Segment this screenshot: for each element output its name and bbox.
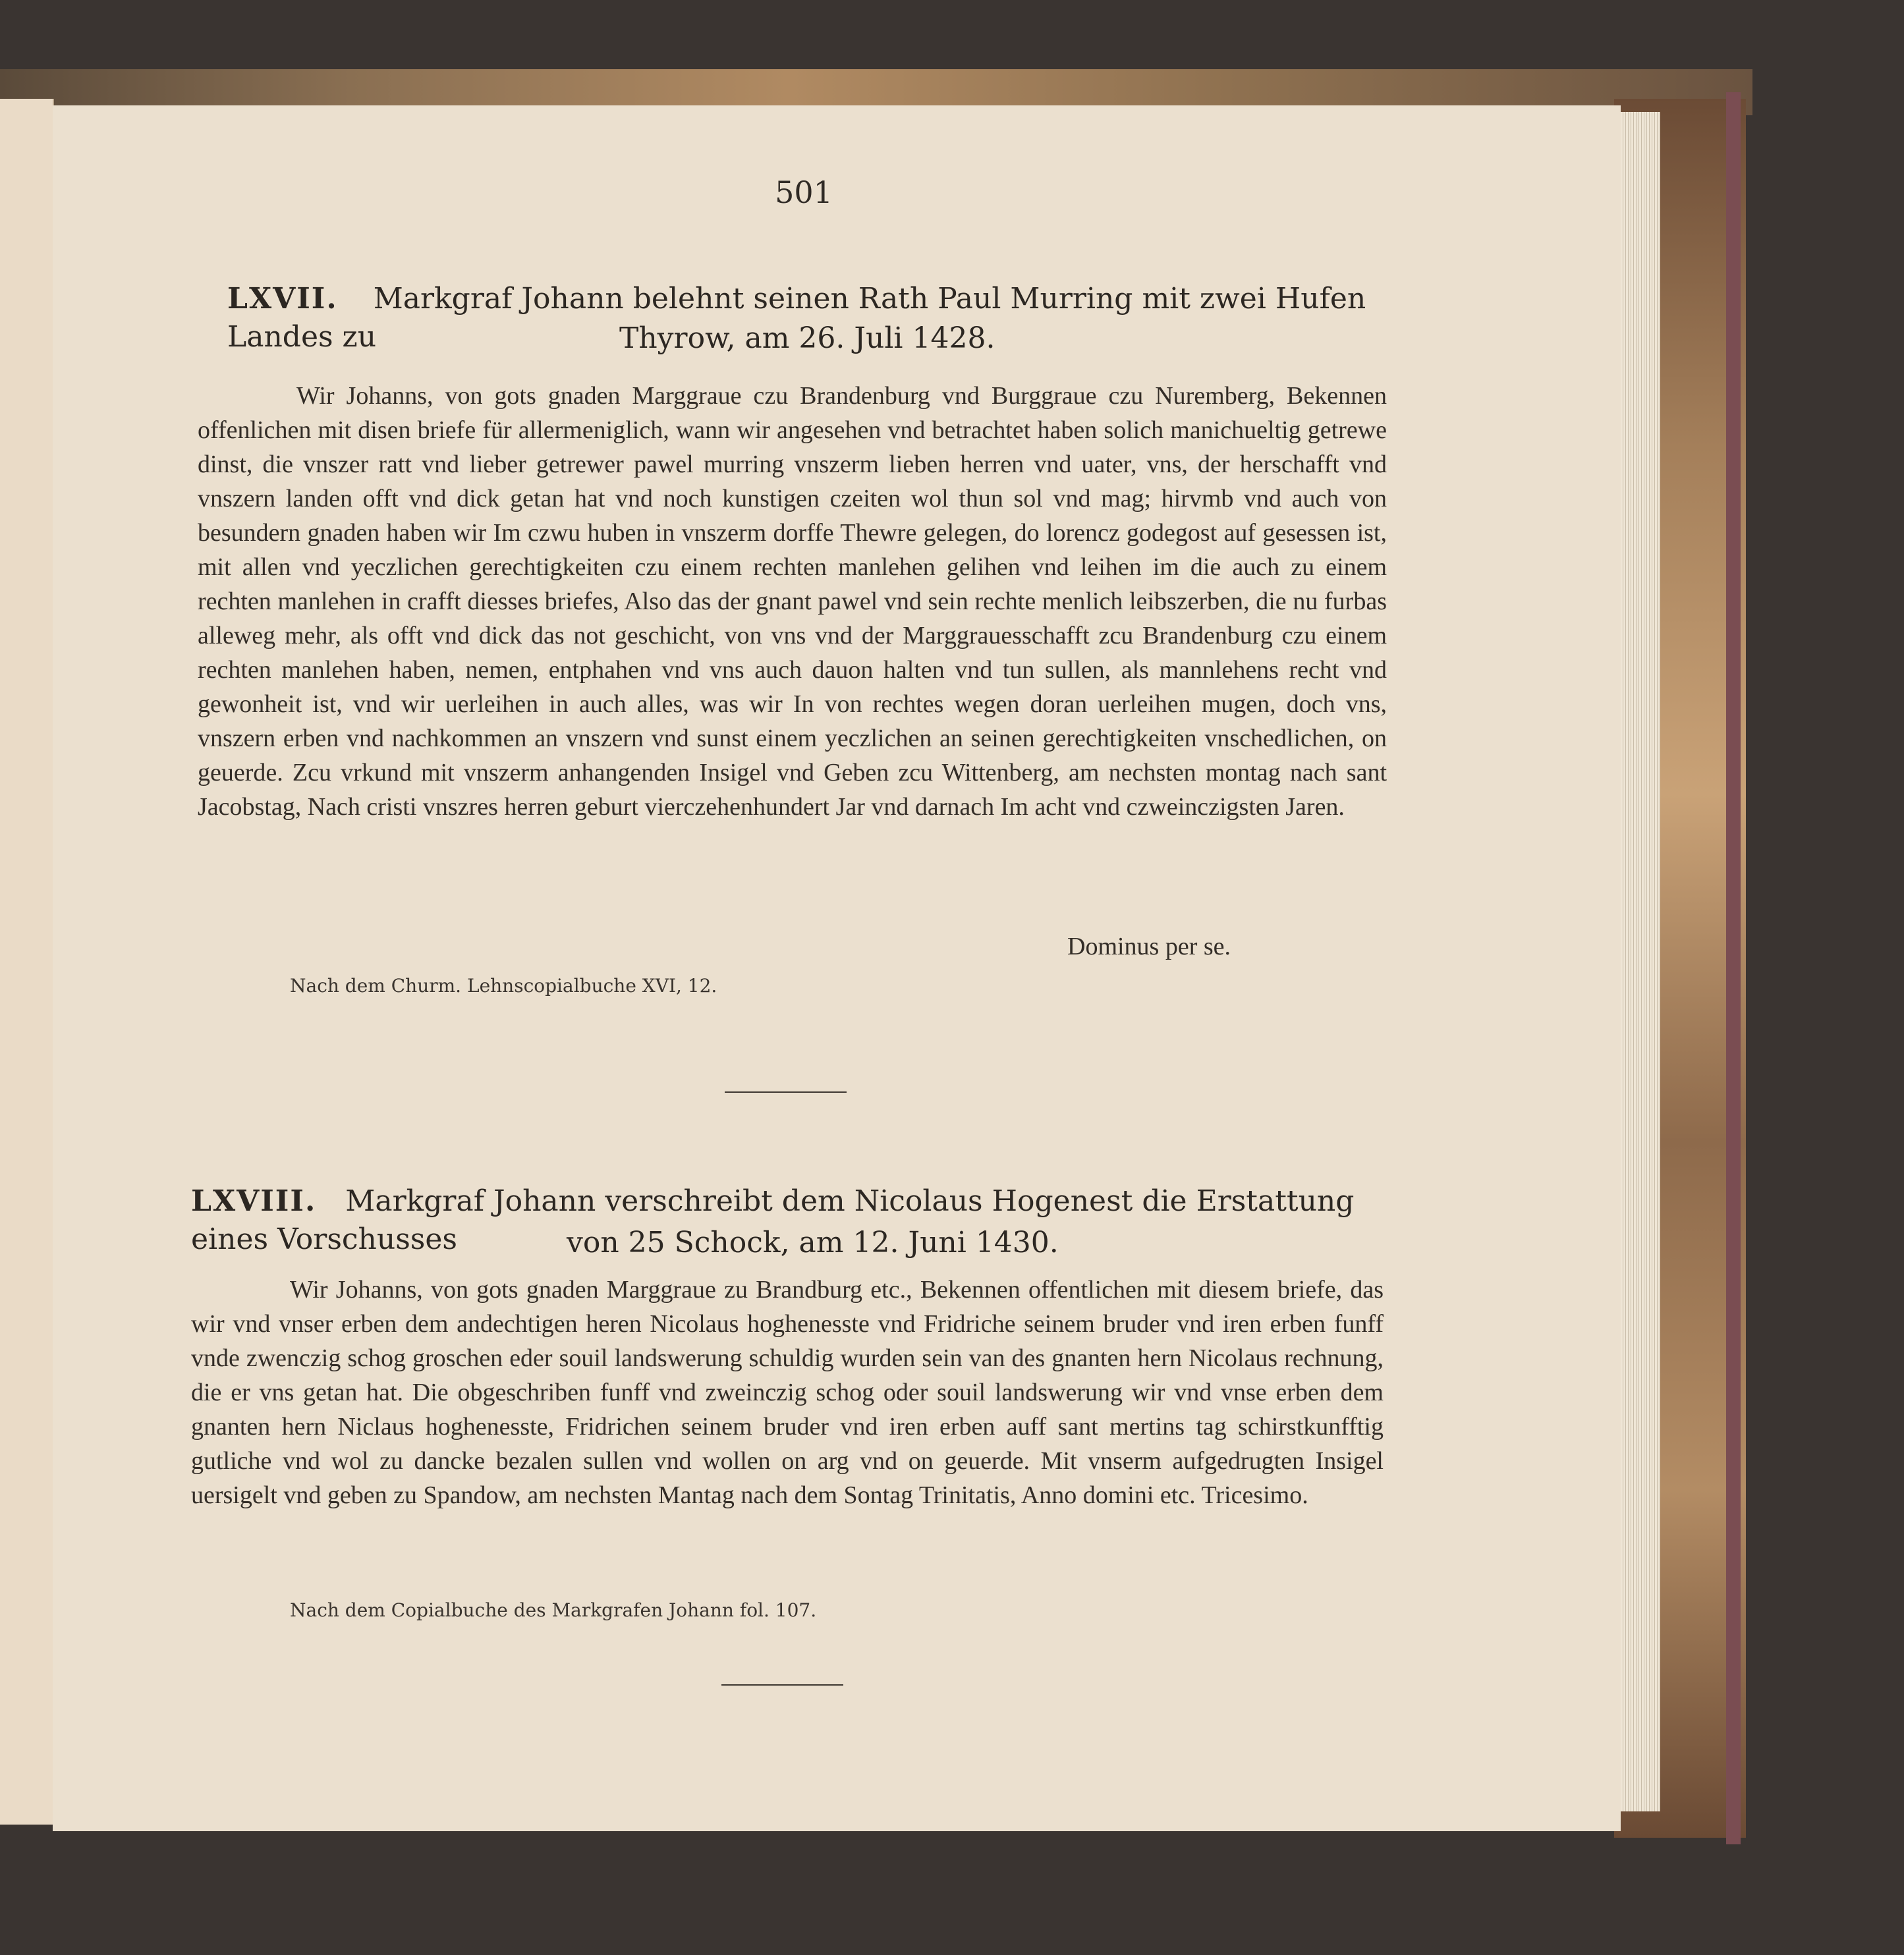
doc2-source: Nach dem Copialbuche des Markgrafen Johann fol. 107.: [290, 1599, 817, 1621]
page-number: 501: [775, 175, 833, 210]
doc1-signature: Dominus per se.: [1067, 933, 1231, 960]
doc2-body: [191, 1273, 1384, 1512]
facing-page-edge: [0, 99, 54, 1825]
doc1-source: Nach dem Churm. Lehnscopialbuche XVI, 12.: [290, 975, 717, 997]
doc2-numeral: LXVIII.: [191, 1184, 317, 1218]
doc1-title-line1: Markgraf Johann belehnt seinen Rath Paul Murring mit zwei Hufen Landes zu: [227, 282, 1366, 354]
section-divider: [725, 1091, 847, 1093]
doc2-title-line2: von 25 Schock, am 12. Juni 1430.: [567, 1226, 1059, 1259]
book-page: [53, 105, 1621, 1831]
doc1-body: [198, 379, 1387, 824]
doc1-title-line2: Thyrow, am 26. Juli 1428.: [619, 321, 995, 355]
book-cover-edge: [1726, 92, 1741, 1844]
doc2-title-line1: Markgraf Johann verschreibt dem Nicolaus Hogenest die Erstattung eines Vorschusses: [191, 1184, 1355, 1256]
doc2-body-paragraph: Wir Johanns, von gots gnaden Marggraue zu Brandburg etc., Bekennen offentlichen mit diesem briefe, das wir vnd vnser erben dem andechtigen heren Nicolaus hoghenesste vnd Fridriche seinem bruder vnd iren erben funff vnde zwenczig schog groschen eder souil landswerung schuldig wurden sein van des gnanten hern Nicolaus rechnung, die er vns getan hat. Die obgeschriben funff vnd zweinczig schog oder souil landswerung wir vnd vnse erben dem gnanten hern Niclaus hoghenesste, Fridrichen seinem bruder vnd iren erben auff sant mertins tag schirstkunfftig gutliche vnd wol zu dancke bezalen sullen vnd wollen on arg vnd on geuerde. Mit vnserm aufgedrugten Insigel uersigelt vnd geben zu Spandow, am nechsten Mantag nach dem Sontag Trinitatis, Anno domini etc. Tricesimo.: [191, 1276, 1384, 1509]
end-divider: [721, 1684, 843, 1686]
doc1-numeral: LXVII.: [227, 282, 338, 316]
doc1-body-paragraph: Wir Johanns, von gots gnaden Marggraue czu Brandenburg vnd Burggraue czu Nuremberg, Bekennen offenlichen mit disen briefe für allermeniglich, wann wir angesehen vnd betrachtet haben solich manichueltig getrewe dinst, die vnszer ratt vnd lieber getrewer pawel murring vnszerm lieben herren vnd uater, vns, der herschafft vnd vnszern landen offt vnd dick getan hat vnd noch kunstigen czeiten wol thun sol vnd mag; hirvmb vnd auch von besundern gnaden haben wir Im czwu huben in vnszerm dorffe Thewre gelegen, do lorencz godegost auf gesessen ist, mit allen vnd yeczlichen gerechtigkeiten czu einem rechten manlehen gelihen vnd leihen im die auch zu einem rechten manlehen in crafft diesses briefes, Also das der gnant pawel vnd sein rechte menlich leibszerben, die nu furbas alleweg mehr, als offt vnd dick das not geschicht, von vns vnd der Marggrauesschafft zcu Brandenburg czu einem rechten manlehen haben, nemen, entphahen vnd vns auch dauon halten vnd tun sullen, als mannlehens recht vnd gewonheit ist, vnd wir uerleihen in auch alles, was wir In von rechtes wegen doran uerleihen mugen, doch vns, vnszern erben vnd nachkommen an vnszern vnd sunst einem yeczlichen an seinen gerechtigkeiten vnschedlichen, on geuerde. Zcu vrkund mit vnszerm anhangenden Insigel vnd Geben zcu Wittenberg, am nechsten montag nach sant Jacobstag, Nach cristi vnszres herren geburt vierczehenhundert Jar vnd darnach Im acht vnd czweinczigsten Jaren.: [198, 382, 1387, 821]
